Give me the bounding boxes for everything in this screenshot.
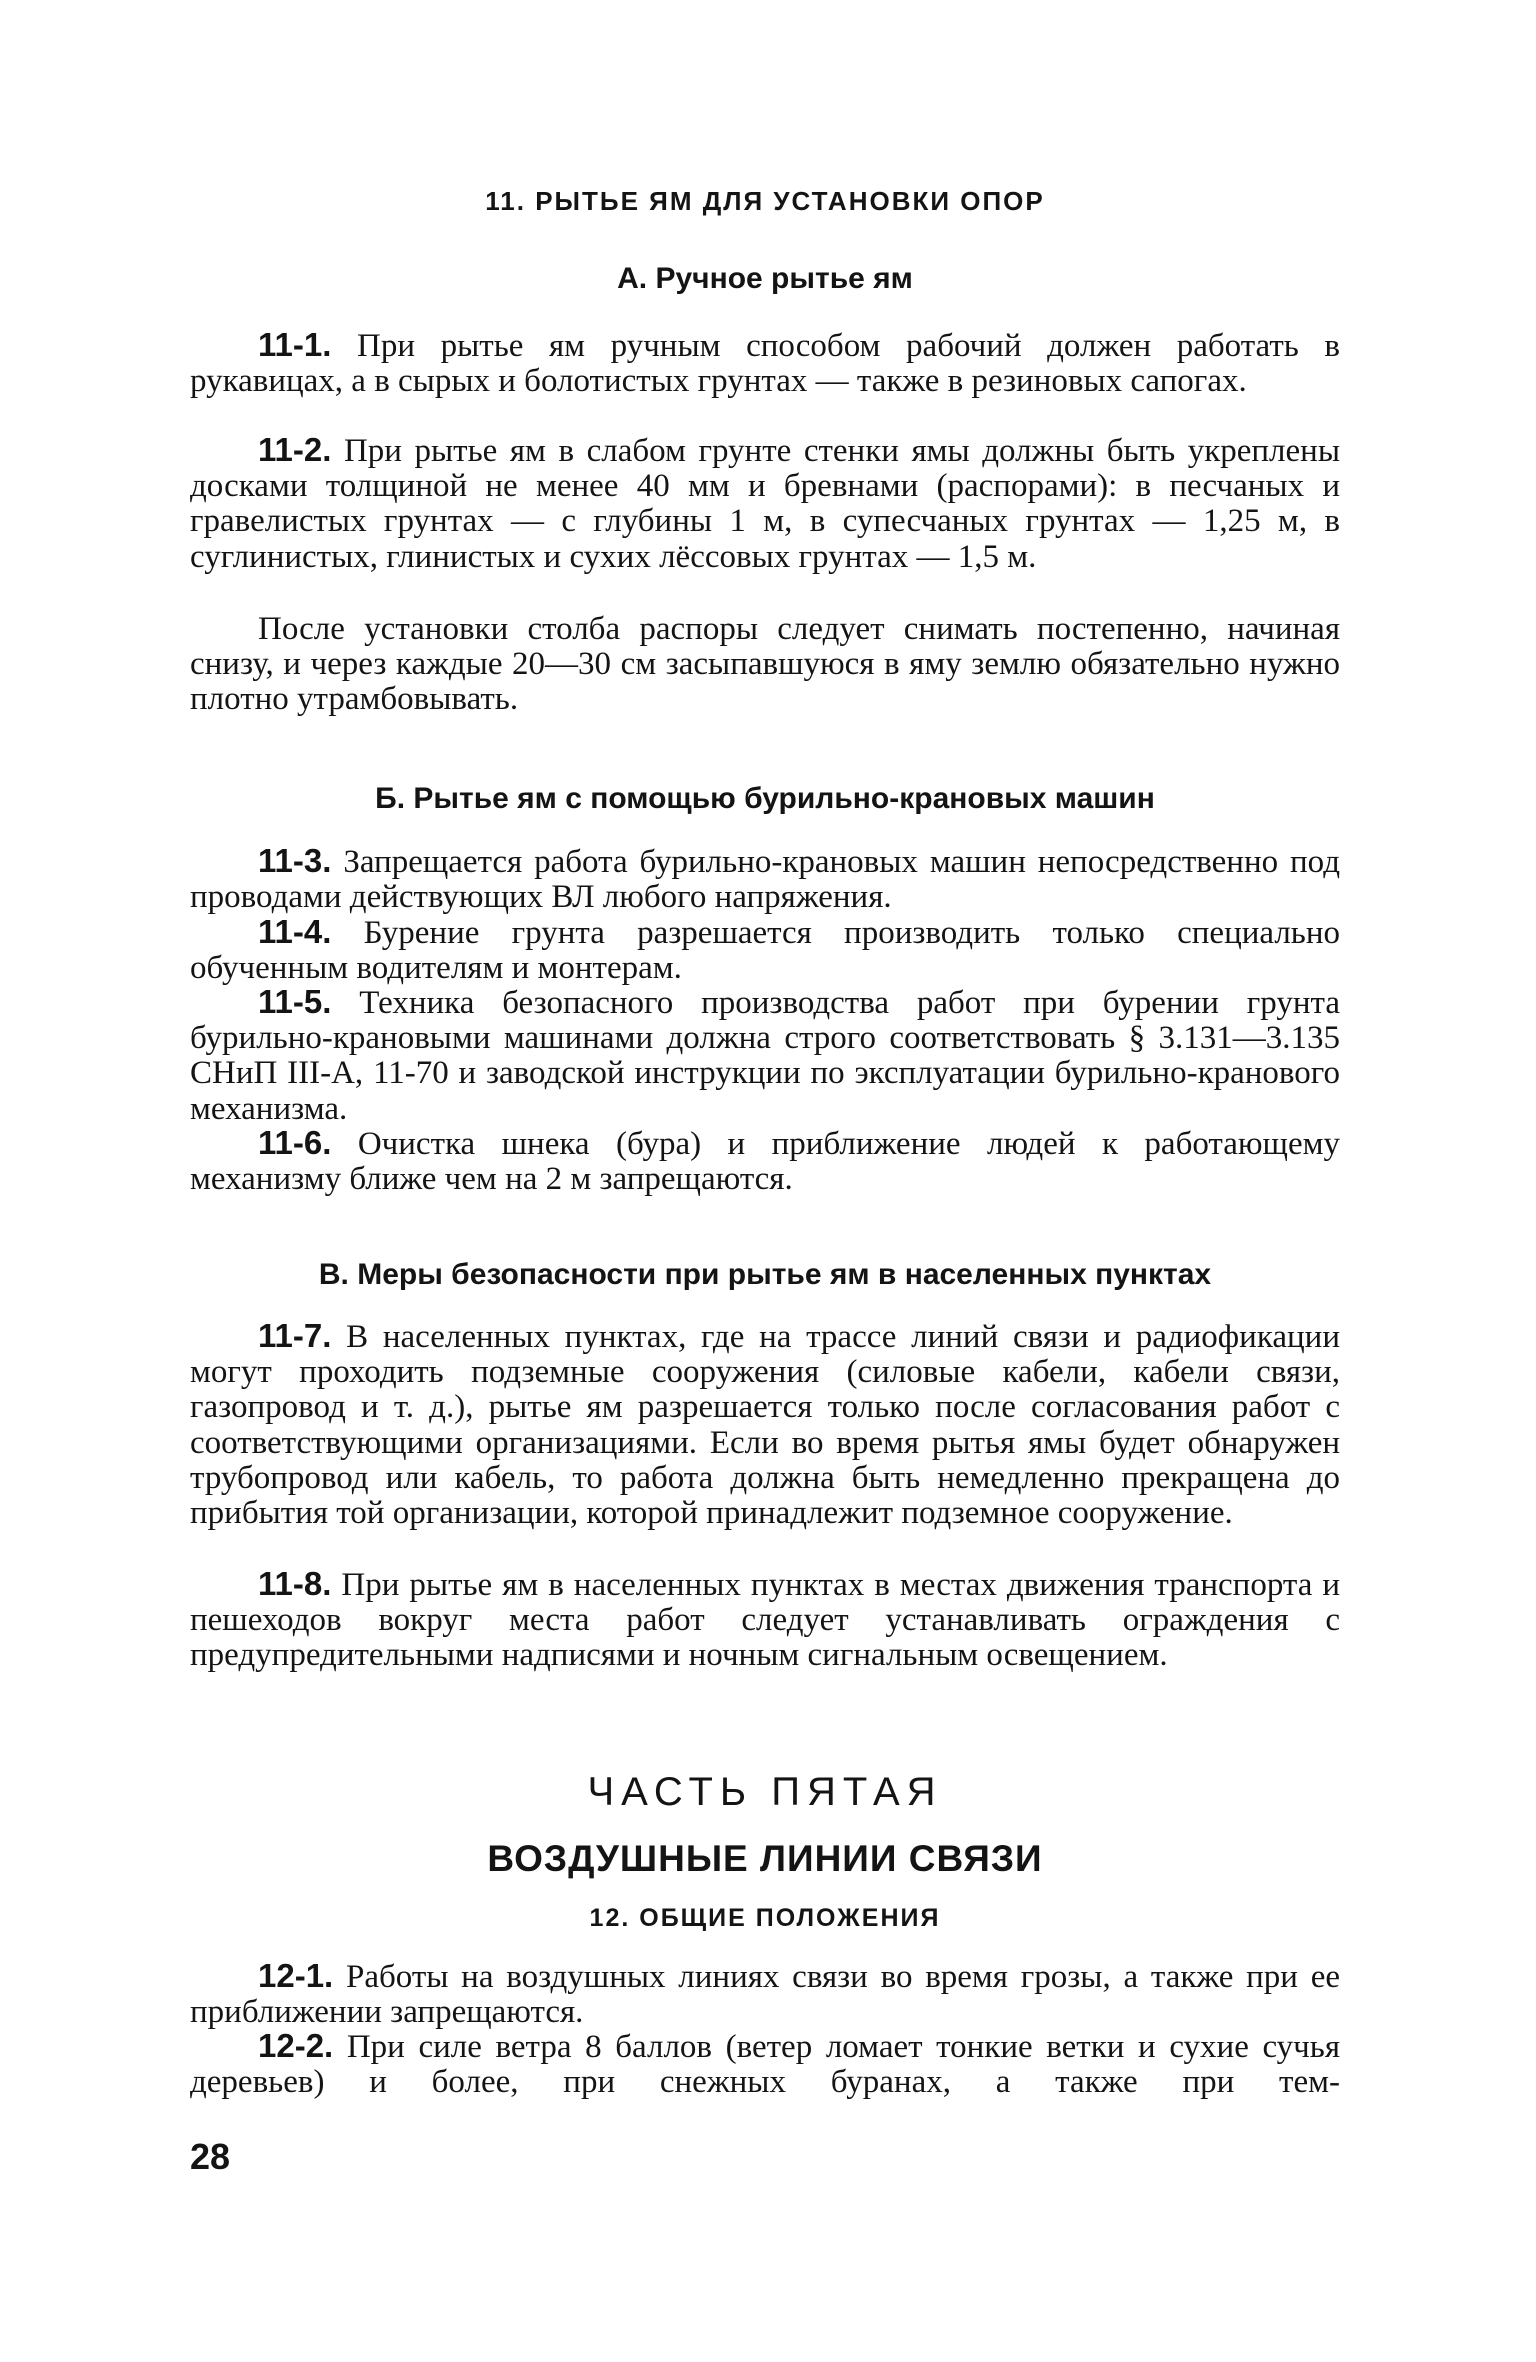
paragraph-11-5 (190, 984, 1340, 1127)
part-title: ВОЗДУШНЫЕ ЛИНИИ СВЯЗИ (487, 1838, 1043, 1879)
paragraph-text: Техника безопасного производства работ при бурении грунта бурильно-крановыми машинами должна строго соответствовать § 3.131—3.135 СНиП III-А, 11-70 и заводской инструкции по эксплуатации бурильно-кранового механизма. (190, 985, 1340, 1127)
paragraph-text: Работы на воздушных линиях связи во время грозы, а также при ее приближении запрещаются. (190, 1959, 1340, 2031)
paragraph-number: 11-7. (258, 1317, 332, 1354)
paragraph-number: 11-3. (258, 842, 332, 879)
subsection-b-title: Б. Рытье ям с помощью бурильно-крановых машин (375, 782, 1155, 815)
paragraph-11-7 (190, 1318, 1340, 1531)
paragraph-12-1 (190, 1958, 1340, 2030)
paragraph-text: В населенных пунктах, где на трассе линий связи и радиофикации могут проходить подземные сооружения (силовые кабели, кабели связи, газопровод и т. д.), рытье ям разрешается только после согласования работ с соответствующими организациями. Если во время рытья ямы будет обнаружен трубопровод или кабель, то работа должна быть немедленно прекращена до прибытия той организации, которой принадлежит подземное сооружение. (190, 1319, 1340, 1532)
paragraph-text: При силе ветра 8 баллов (ветер ломает тонкие ветки и сухие сучья деревьев) и более, при снежных буранах, а также при тем- (190, 2029, 1340, 2101)
paragraph-number: 11-2. (258, 431, 332, 468)
paragraph-12-2 (190, 2028, 1340, 2100)
paragraph-11-8 (190, 1566, 1340, 1674)
paragraph-11-6 (190, 1125, 1340, 1197)
paragraph-text: При рытье ям в слабом грунте стенки ямы должны быть укреплены досками толщиной не менее 40 мм и бревнами (распорами): в песчаных и гравелистых грунтах — с глубины 1 м, в супесчаных грунтах — 1,25 м, в суглинистых, глинистых и сухих лёссовых грунтах — 1,5 м. (190, 433, 1341, 575)
paragraph-11-1 (190, 327, 1340, 399)
paragraph-number: 11-1. (258, 326, 332, 363)
paragraph-text: Бурение грунта разрешается производить только специально обученным водителям и монтерам. (190, 915, 1341, 987)
paragraph-number: 11-8. (258, 1565, 332, 1602)
paragraph-number: 12-1. (258, 1957, 334, 1994)
paragraph-number: 11-6. (258, 1124, 332, 1161)
section-11-title: 11. РЫТЬЕ ЯМ ДЛЯ УСТАНОВКИ ОПОР (485, 186, 1045, 216)
paragraph-11-3 (190, 843, 1340, 915)
paragraph-text: При рытье ям в населенных пунктах в местах движения транспорта и пешеходов вокруг места работ следует устанавливать ограждения с предупредительными надписями и ночным сигнальным освещением. (190, 1567, 1341, 1674)
paragraph-number: 11-4. (258, 913, 332, 950)
page-number: 28 (190, 2136, 231, 2177)
part-label: ЧАСТЬ ПЯТАЯ (587, 1770, 943, 1814)
subsection-a-title: А. Ручное рытье ям (617, 262, 913, 295)
paragraph-11-2 (190, 432, 1340, 575)
section-12-title: 12. ОБЩИЕ ПОЛОЖЕНИЯ (589, 1904, 941, 1932)
paragraph-number: 11-5. (258, 983, 332, 1020)
paragraph-text: Очистка шнека (бура) и приближение людей к работающему механизму ближе чем на 2 м запрещаются. (190, 1126, 1340, 1198)
paragraph-text: Запрещается работа бурильно-крановых машин непосредственно под проводами действующих ВЛ любого напряжения. (190, 844, 1341, 916)
paragraph-11-4 (190, 914, 1340, 986)
subsection-c-title: В. Меры безопасности при рытье ям в населенных пунктах (318, 1258, 1212, 1291)
paragraph-text: При рытье ям ручным способом рабочий должен работать в рукавицах, а в сырых и болотистых грунтах — также в резиновых сапогах. (190, 328, 1341, 400)
paragraph-number: 12-2. (258, 2027, 334, 2064)
paragraph-11-2-continuation: После установки столба распоры следует снимать постепенно, начиная снизу, и через каждые 20—30 см засыпавшуюся в яму землю обязательно нужно плотно утрамбовывать. (190, 611, 1340, 718)
